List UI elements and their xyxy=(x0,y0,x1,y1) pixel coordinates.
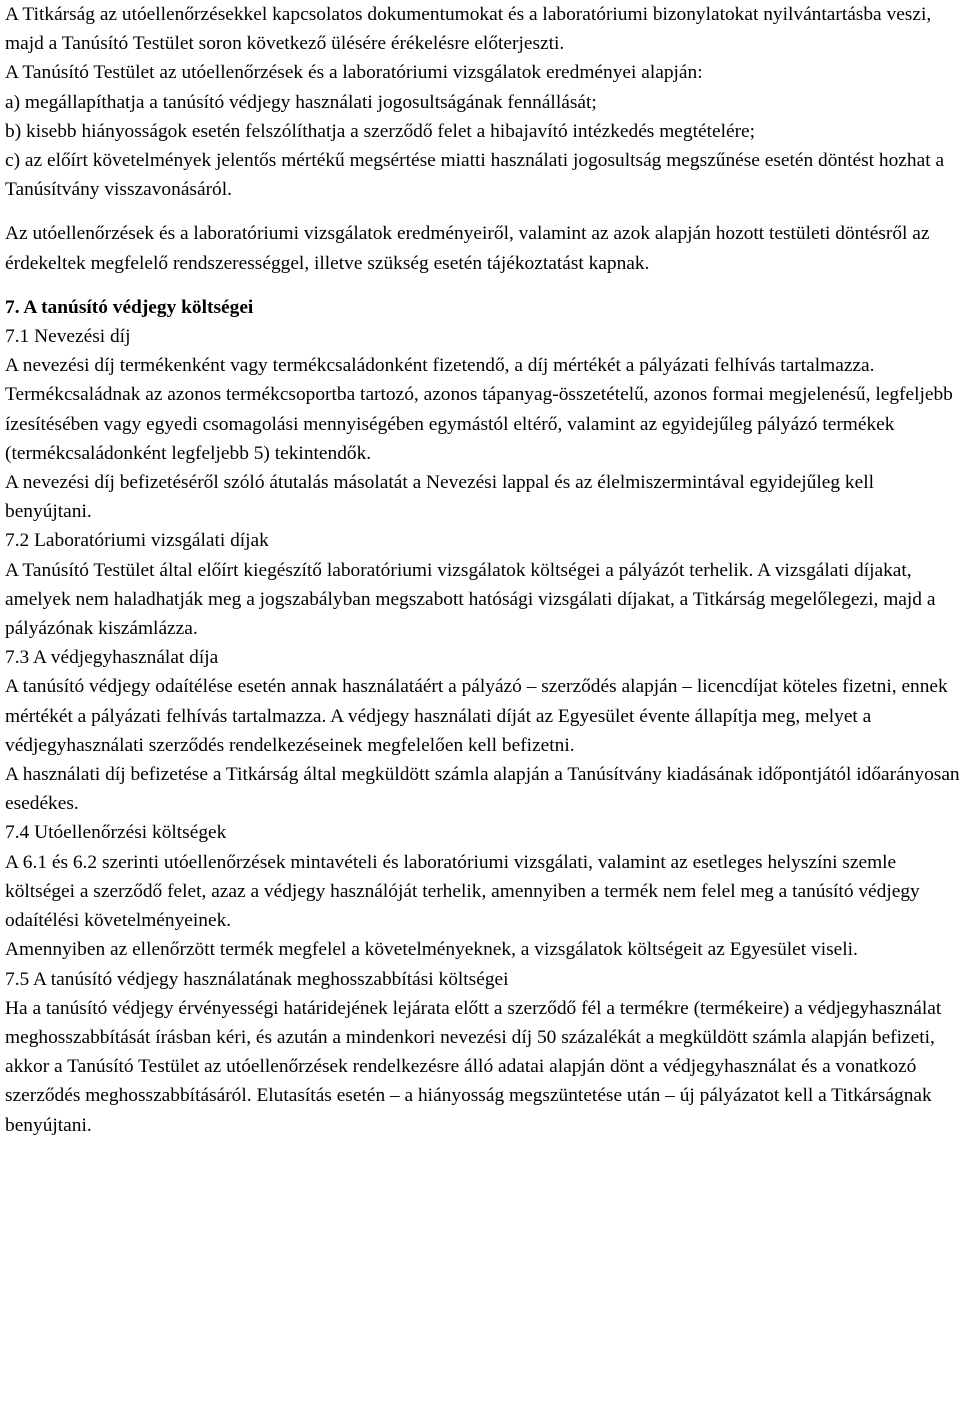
paragraph-transfer-copy: A nevezési díj befizetéséről szóló átutalás másolatát a Nevezési lappal és az élelmiszermintával egyidejűleg kell benyújtani. xyxy=(5,472,874,523)
paragraph-spacer xyxy=(5,204,960,219)
paragraph-usage-fee-payment: A használati díj befizetése a Titkárság által megküldött számla alapján a Tanúsítvány kiadásának időpontjától időarányosan esedékes. xyxy=(5,764,960,815)
list-item-b: b) kisebb hiányosságok esetén felszólíthatja a szerződő felet a hibajavító intézkedés megtételére; xyxy=(5,120,756,142)
paragraph-spacer xyxy=(5,278,960,293)
paragraph-association-bears: Amennyiben az ellenőrzött termék megfelel a követelményeknek, a vizsgálatok költségeit az Egyesület viseli. xyxy=(5,939,858,961)
paragraph-usage-fee: A tanúsító védjegy odaítélése esetén annak használatáért a pályázó – szerződés alapján – licencdíjat köteles fizetni, ennek mértékét a pályázati felhívás tartalmazza. A védjegy használati díját az Egyesület évente állapítja meg, melyet a védjegyhasználati szerződés rendelkezéseinek megfelelően kell befizetni. xyxy=(5,676,948,756)
paragraph-notification: Az utóellenőrzések és a laboratóriumi vizsgálatok eredményeiről, valamint az azok alapján hozott testületi döntésről az érdekeltek megfelelő rendszerességgel, illetve szükség esetén tájékoztatást kapnak. xyxy=(5,223,930,274)
paragraph-product-family: Termékcsaládnak az azonos termékcsoportba tartozó, azonos tápanyag-összetételű, azonos formai megjelenésű, legfeljebb ízesítésében vagy egyedi csomagolási mennyiségében egymástól eltérő, valamint az egyidejűleg pályázó termékek (termékcsaládonként legfeljebb 5) tekintendők. xyxy=(5,384,953,464)
paragraph-lab-fees: A Tanúsító Testület által előírt kiegészítő laboratóriumi vizsgálatok költségei a pályázót terhelik. A vizsgálati díjakat, amelyek nem haladhatják meg a jogszabályban megszabott hatósági vizsgálati díjakat, a Titkárság megelőlegezi, majd a pályázónak kiszámlázza. xyxy=(5,559,936,640)
document-page xyxy=(5,0,960,1140)
paragraph-entry-fee: A nevezési díj termékenként vagy termékcsaládonként fizetendő, a díj mértékét a pályázati felhívás tartalmazza. xyxy=(5,355,875,377)
paragraph-followup-costs: A 6.1 és 6.2 szerinti utóellenőrzések mintavételi és laboratóriumi vizsgálati, valamint az esetleges helyszíni szemle költségei a szerződő felet, azaz a védjegy használóját terhelik, amennyiben a termék nem felel meg a tanúsító védjegy odaítélési követelményeinek. xyxy=(5,851,920,932)
subheading-followup-costs: 7.4 Utóellenőrzési költségek xyxy=(5,822,227,844)
subheading-lab-fees: 7.2 Laboratóriumi vizsgálati díjak xyxy=(5,530,269,552)
paragraph-secretariat-records: A Titkárság az utóellenőrzésekkel kapcsolatos dokumentumokat és a laboratóriumi bizonylatokat nyilvántartásba veszi, majd a Tanúsító Testület soron következő ülésére érékelésre előterjeszti. xyxy=(5,4,932,55)
subheading-entry-fee: 7.1 Nevezési díj xyxy=(5,326,131,348)
list-item-c: c) az előírt követelmények jelentős mértékű megsértése miatti használati jogosultság megszűnése esetén döntést hozhat a Tanúsítvány visszavonásáról. xyxy=(5,150,945,201)
subheading-extension-costs: 7.5 A tanúsító védjegy használatának meghosszabbítási költségei xyxy=(5,968,509,990)
paragraph-extension-costs: Ha a tanúsító védjegy érvényességi határidejének lejárata előtt a szerződő fél a termékre (termékeire) a védjegyhasználat meghosszabbítását írásban kéri, és azután a mindenkori nevezési díj 50 százalékát a megküldött számla alapján befizeti, akkor a Tanúsító Testület az utóellenőrzések rendelkezésre álló adatai alapján dönt a védjegyhasználat és a vonatkozó szerződés meghosszabbításáról. Elutasítás esetén – a hiányosság megszüntetése után – új pályázatot kell a Titkárságnak benyújtani. xyxy=(5,997,942,1136)
section-heading-costs: 7. A tanúsító védjegy költségei xyxy=(5,296,254,318)
paragraph-board-decisions-intro: A Tanúsító Testület az utóellenőrzések és a laboratóriumi vizsgálatok eredményei alapján: xyxy=(5,62,703,84)
list-item-a: a) megállapíthatja a tanúsító védjegy használati jogosultságának fennállását; xyxy=(5,91,597,113)
subheading-usage-fee: 7.3 A védjegyhasználat díja xyxy=(5,647,219,669)
